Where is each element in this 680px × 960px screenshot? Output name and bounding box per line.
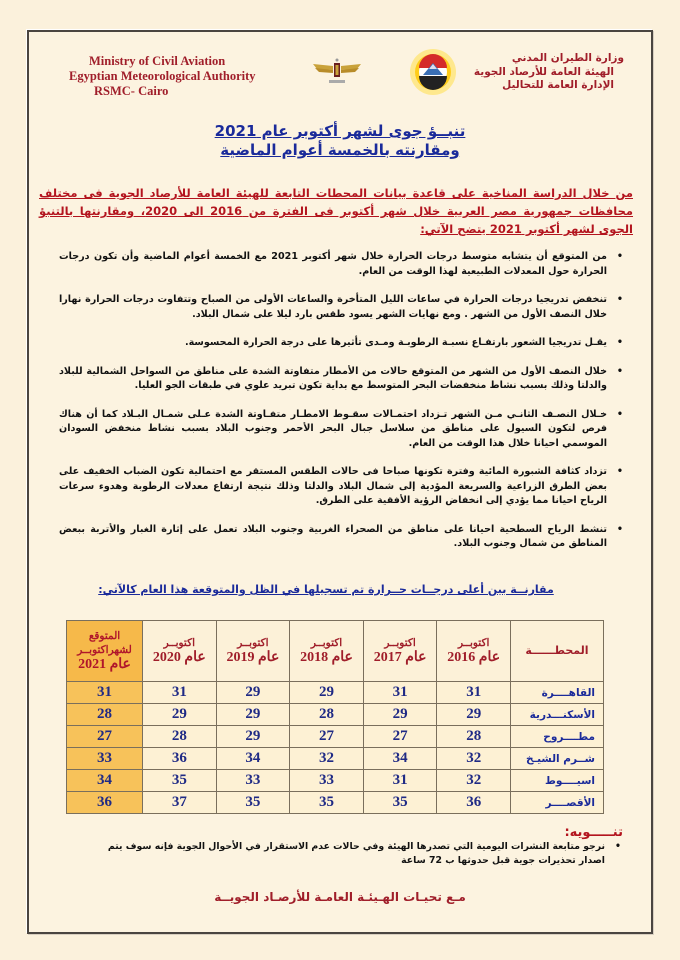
bullet-item: • تنخفض تدريجيا درجات الحرارة في ساعات الليل المتأخرة والساعات الأولى من الصباح وتتفاوت درجات الحرارة نهارا خلال النصف الأول من الشهر . ومع نهايات الشهر يسود طقس بارد ليلا على شمال البلاد. [59,293,623,322]
col-label: اكتوبــر [384,638,416,649]
column-header-2019 [216,621,290,682]
department-name-ar: الإدارة العامة للتحاليل [502,79,614,91]
temp-cell: 31 [363,770,437,792]
temp-cell: 33 [216,770,290,792]
forecast-temp-cell: 31 [67,682,143,704]
table-row [67,748,604,770]
col-year: عام 2016 [447,650,501,665]
column-header-2017 [363,621,437,682]
temp-cell: 35 [143,770,217,792]
station-cell: اسيــــوط [511,770,604,792]
col-year: عام 2018 [300,650,353,665]
header-english [69,54,256,99]
authority-name-ar: الهيئة العامة للأرصاد الجوية [473,65,614,78]
temp-cell: 29 [216,704,290,726]
temp-cell: 33 [290,770,364,792]
temp-cell: 32 [437,770,511,792]
note-title: تنـــــويه: [564,825,623,840]
temp-cell: 35 [363,792,437,814]
temp-cell: 35 [216,792,290,814]
authority-name-en: Egyptian Meteorological Authority [69,69,256,83]
forecast-temp-cell: 36 [67,792,143,814]
temp-cell: 31 [437,682,511,704]
temp-cell: 32 [437,748,511,770]
temp-cell: 37 [143,792,217,814]
temp-cell: 29 [143,704,217,726]
temperature-comparison-table [66,620,604,814]
civil-aviation-wings-logo [309,56,365,86]
ministry-name-ar: وزارة الطيران المدني [511,52,624,64]
table-row [67,682,604,704]
note-item: • نرجو متابعة النشرات اليومية التي تصدرها الهيئة وفي حالات عدم الاستقرار في الأحوال الجوية فإنه سوف يتم اصدار تحذيرات جوية قبل حدوثها ب 72 ساعة [79,840,623,868]
col-label: المتوقع [88,631,121,642]
temp-cell: 29 [290,682,364,704]
bullet-item: • يقـل تدريجيا الشعور بارتفـاع نسبـة الرطوبـة ومـدى تأثيرها على درجة الحرارة المحسوسة. [59,336,623,351]
temp-cell: 32 [290,748,364,770]
temp-cell: 28 [143,726,217,748]
forecast-temp-cell: 33 [67,748,143,770]
station-cell: الأقصــــر [511,792,604,814]
col-label: اكتوبــر [310,638,343,649]
table-row [67,704,604,726]
station-cell: القاهــــرة [511,682,604,704]
column-header-2018 [290,621,364,682]
ema-sun-logo [409,48,457,96]
temp-cell: 36 [143,748,217,770]
col-year: عام 2019 [226,650,280,665]
forecast-temp-cell: 34 [67,770,143,792]
station-column-header: المحطــــــة [511,621,604,682]
title-line-1: تنبــؤ جوى لشهر أكتوبر عام 2021 [214,122,466,140]
temp-cell: 27 [363,726,437,748]
bullet-item: • تزداد كثافة الشبورة المائية وفترة تكونها صباحا فى حالات الطقس المستقر مع احتمالية تكون الضباب الخفيف على بعض الطرق الزراعية والسريعة المؤدية إلى شمال البلاد والدلتا وذلك نتيجة ارتفاع معدلات الرطوبة وهدوء سرعات الرياح احيانا مما يؤدي إلى انخفاض الرؤية الأفقية على الطرق. [59,465,623,509]
note-list [79,840,623,868]
column-header-2016 [437,621,511,682]
col-label: اكتوبــر [458,638,490,649]
temp-cell: 34 [363,748,437,770]
table-row [67,726,604,748]
bullet-item: • تنشط الرياح السطحية احيانا على مناطق من الصحراء الغربية وجنوب البلاد تعمل على إثارة الغبار والأتربة ببعض المناطق من شمال وجنوب البلاد. [59,523,623,552]
column-header-2020 [143,621,217,682]
temp-cell: 28 [437,726,511,748]
ministry-name-en: Ministry of Civil Aviation [89,54,226,68]
col-label-2: لشهراكتوبــر [77,645,132,656]
rsmc-name-en: RSMC- Cairo [94,84,169,98]
temp-cell: 27 [290,726,364,748]
col-year: عام 2017 [373,650,427,665]
station-cell: شــرم الشيـخ [511,748,604,770]
station-cell: الأسكنـــدرية [511,704,604,726]
temp-cell: 29 [437,704,511,726]
forecast-temp-cell: 28 [67,704,143,726]
temp-cell: 29 [216,726,290,748]
temp-cell: 36 [437,792,511,814]
closing-signature: مـع تحيـات الهـيئـة العامـة للأرصـاد الجويــة [214,890,466,904]
comparison-title: مقارنــة بين أعلى درجــات حــرارة تم تسجيلها في الظل والمتوقعة هذا العام كالآتي: [98,583,554,596]
col-label: اكتوبــر [237,638,269,649]
temp-cell: 35 [290,792,364,814]
col-label: اكتوبــر [163,638,196,649]
bullet-item: • من المتوقع أن يتشابه متوسط درجات الحرارة خلال شهر أكتوبر 2021 مع الخمسة أعوام الماضية وأن تكون درجات الحرارة حول المعدلات الطبيعية لهذا الوقت من العام. [59,250,623,279]
forecast-temp-cell: 27 [67,726,143,748]
table-header-row [67,621,604,682]
header-arabic [474,52,624,93]
temp-cell: 31 [143,682,217,704]
bulletin-title [29,122,651,160]
table-row [67,792,604,814]
col-year: عام 2021 [78,657,131,672]
temp-cell: 31 [363,682,437,704]
title-line-2: ومقارنته بالخمسة أعوام الماضية [220,141,460,159]
col-year: عام 2020 [152,650,206,665]
bulletin-page [27,30,653,934]
table-row [67,770,604,792]
column-header-forecast-2021 [67,621,143,682]
temp-cell: 29 [216,682,290,704]
temp-cell: 28 [290,704,364,726]
bullet-item: • خلال النصف الأول من الشهر من المتوقع حالات من الأمطار متفاوتة الشدة على مناطق من السواحل الشمالية للبلاد والدلتا وذلك بسبب نشاط منخفضات البحر المتوسط مع بداية تكون تبريد علوي في طبقات الجو العليا. [59,365,623,394]
temp-cell: 29 [363,704,437,726]
intro-paragraph: من خلال الدراسة المناخية على قاعدة بيانات المحطات التابعة للهيئة العامة للأرصاد الجوية فى مختلف محافظات جمهورية مصر العربية خلال شهر أكتوبر فى الفترة من 2016 الى 2020، ومقارنتها بالتنبؤ الجوى لشهر أكتوبر 2021 يتضح الآتي: [39,186,634,236]
bullet-item: • خـلال النصـف الثانـي مـن الشهر تـزداد احتمـالات سقـوط الامطـار متفـاوتة الشدة عـلى شمـال البـلاد كما أن هناك فرص لتكون السيول على مناطق من سلاسل جبال البحر الأحمر وجنوب البلاد بسبب نشاط منخفض السودان الموسمي احيانا خلال هذا الوقت من العام. [59,408,623,452]
forecast-bullets [59,250,623,566]
temp-cell: 34 [216,748,290,770]
station-cell: مطــــروح [511,726,604,748]
